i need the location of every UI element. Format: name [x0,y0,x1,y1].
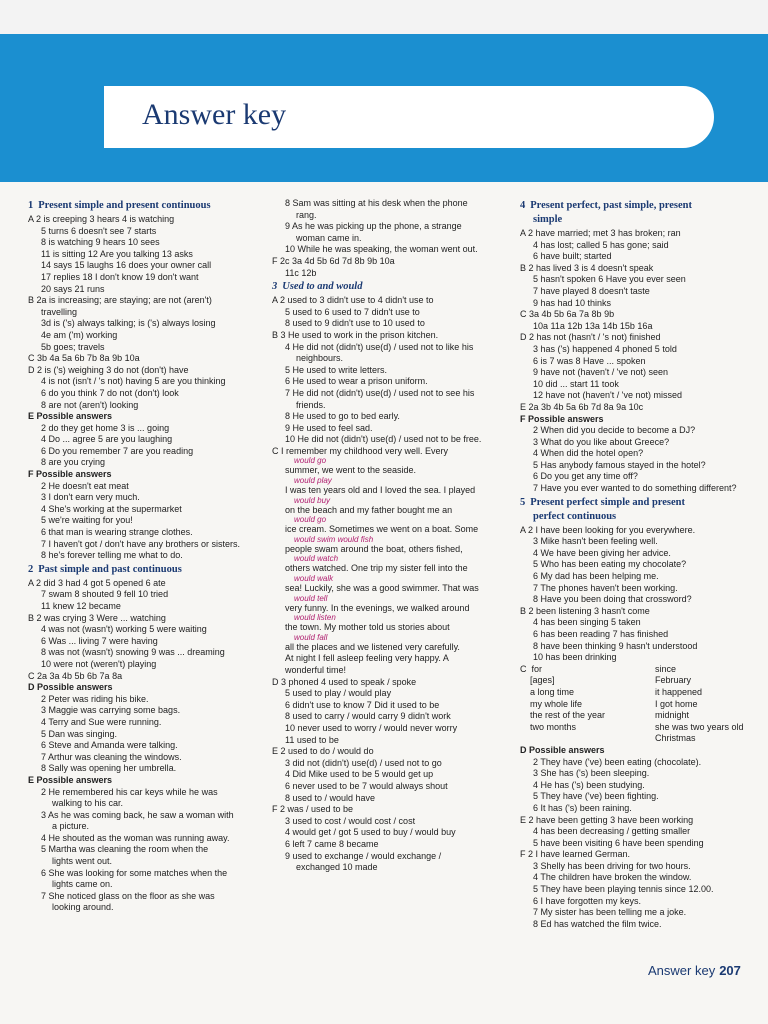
answer-line: 3 Mike hasn't been feeling well. [533,536,658,547]
answer-line: C 3a 4b 5b 6a 7a 8b 9b [520,309,615,320]
answer-line: all the places and we listened very carefully. [285,641,460,652]
answer-line: A 2 used to 3 didn't use to 4 didn't use to [272,295,434,306]
pair-right: midnight [655,710,690,721]
answer-line: 6 didn't use to know 7 Did it used to be [285,699,440,710]
answer-line: 6 Was ... living 7 were having [41,635,158,646]
answer-line: 8 Ed has watched the film twice. [533,918,662,929]
answer-line: 2 He doesn't eat meat [41,480,129,491]
answer-line: 4 would get / got 5 used to buy / would buy [285,827,456,838]
answer-line: B 2 has lived 3 is 4 doesn't speak [520,262,654,273]
section-title-text: Present simple and present continuous [38,200,211,211]
answer-line: 5 They have been playing tennis since 12.00. [533,884,714,895]
answer-line: ice cream. Sometimes we went on a boat. Some [285,524,479,535]
section-title [520,200,765,212]
answer-pair-row [520,722,765,734]
answer-line: F 2 I have learned German. [520,849,631,860]
answer-line: D 3 phoned 4 used to speak / spoke [272,676,417,687]
answer-line: 8 he's forever telling me what to do. [41,550,183,561]
answer-line: D Possible answers [28,682,113,693]
answer-line: 9 used to exchange / would exchange / [285,850,442,861]
handwritten-correction: would fall [294,632,328,642]
section-number: 5 [520,496,526,508]
answer-line: A 2 have married; met 3 has broken; ran [520,228,681,238]
answer-line: 4 Did Mike used to be 5 would get up [285,769,434,780]
answer-line: C I remember my childhood very well. Every [272,445,449,456]
answer-column-2 [272,198,510,874]
answer-line: 4 has been singing 5 taken [533,617,641,628]
answer-line: 7 Arthur was cleaning the windows. [41,751,182,762]
answer-line: 9 has had 10 thinks [533,297,612,308]
answer-line: F 2 was / used to be [272,804,354,815]
answer-line: A 2 I have been looking for you everywhere. [520,524,696,535]
answer-pair-row [520,664,765,676]
answer-line: D Possible answers [520,744,605,755]
answer-line: B 3 He used to work in the prison kitchen. [272,329,439,340]
answer-line: A 2 is creeping 3 hears 4 is watching [28,214,175,224]
answer-line: B 2 been listening 3 hasn't come [520,605,650,616]
answer-line: 8 Have you been doing that crossword? [533,594,692,605]
answer-line: 4 He shouted as the woman was running away. [41,832,230,843]
answer-line: 6 that man is wearing strange clothes. [41,527,193,538]
answer-pair-row [520,675,765,687]
section-title [272,281,510,293]
answer-line: 10 never used to worry / would never worry [285,722,458,733]
answer-line: A 2 did 3 had 4 got 5 opened 6 ate [28,577,166,588]
answer-line: 3d is ('s) always talking; is ('s) always losing [41,318,216,329]
answer-line: 9 As he was picking up the phone, a strange [285,221,462,232]
answer-line: 4 has been decreasing / getting smaller [533,826,691,837]
pair-left: my whole life [520,698,583,709]
answer-line: D 2 has not (hasn't / 's not) finished [520,332,661,343]
answer-line: 6 left 7 came 8 became [285,838,379,849]
answer-line: 8 He used to go to bed early. [285,411,400,422]
pair-right: it happened [655,686,703,697]
answer-line: 4 When did the hotel open? [533,448,644,459]
answer-line: 7 I haven't got / don't have any brothers or sisters. [41,538,241,549]
answer-line: C 2a 3a 4b 5b 6b 7a 8a [28,670,123,681]
answer-line: F Possible answers [520,413,604,424]
answer-line: 7 have played 8 doesn't taste [533,285,650,296]
answer-line: 5 turns 6 doesn't see 7 starts [41,225,157,236]
pair-left: two months [520,721,577,732]
handwritten-correction: would go [294,456,327,466]
answer-line: 5 Has anybody famous stayed in the hotel? [533,459,706,470]
answer-line: 6 My dad has been helping me. [533,571,659,582]
answer-line: exchanged 10 made [296,862,378,873]
answer-column-1 [28,198,270,914]
answer-line: 5 Who has been eating my chocolate? [533,559,687,570]
answer-line: 2 Peter was riding his bike. [41,693,149,704]
answer-line: summer, we went to the seaside. [285,465,417,476]
answer-line: B 2a is increasing; are staying; are not (aren't) [28,295,212,306]
pair-left: [ages] [520,675,555,686]
section-title-continued: simple [533,214,563,225]
answer-line: 3 Maggie was carrying some bags. [41,705,181,716]
answer-line: I was ten years old and I loved the sea. I played [285,485,476,496]
answer-line: 6 has been reading 7 has finished [533,629,669,639]
answer-line: 6 Do you get any time off? [533,471,638,482]
answer-line: 5 used to play / would play [285,688,392,699]
answer-line: 4 is not (isn't / 's not) having 5 are you thinking [41,376,226,387]
answer-line: 10 While he was speaking, the woman went out. [285,244,478,255]
answer-line: D 2 is ('s) weighing 3 do not (don't) have [28,364,189,375]
answer-line: 10 He did not (didn't) use(d) / used not to be free. [285,434,482,445]
answer-line: 6 never used to be 7 would always shout [285,780,448,791]
answer-line: people swam around the boat, others fished, [285,543,463,554]
answer-line: 8 are not (aren't) looking [41,399,139,410]
answer-line: 7 The phones haven't been working. [533,582,678,593]
answer-line: sea! Luckily, she was a good swimmer. That was [285,583,479,594]
answer-line: F Possible answers [28,469,112,480]
answer-line: 8 used to 9 didn't use to 10 used to [285,318,425,329]
answer-line: 5 have been visiting 6 have been spending [533,837,704,848]
handwritten-correction: would listen [294,613,336,623]
answer-line: lights came on. [52,879,113,890]
answer-line: 5 They have ('ve) been fighting. [533,791,659,802]
section-title-text: Present perfect, past simple, present [530,200,692,211]
answer-pair-row [520,699,765,711]
answer-line: 7 My sister has been telling me a joke. [533,907,687,918]
section-number: 2 [28,563,34,575]
answer-line: 6 It has ('s) been raining. [533,802,632,813]
answer-line: 7 Have you ever wanted to do something different? [533,483,737,494]
answer-line: 8 is watching 9 hears 10 sees [41,237,160,248]
answer-line: 3 She has ('s) been sleeping. [533,768,650,779]
answer-line: 10a 11a 12b 13a 14b 15b 16a [533,320,653,331]
handwritten-correction: would tell [294,593,328,603]
section-title-continued: perfect continuous [533,510,617,522]
answer-line: 3 has ('s) happened 4 phoned 5 told [533,343,677,354]
handwritten-correction: would swim would fish [294,534,374,544]
page-footer [648,963,741,978]
answer-line: 4 was not (wasn't) working 5 were waiting [41,624,207,635]
answer-line: 8 Sam was sitting at his desk when the phone [285,198,468,208]
answer-line: the town. My mother told us stories about [285,622,450,633]
handwritten-correction: would buy [294,495,331,505]
answer-line: 3 used to cost / would cost / cost [285,815,416,826]
answer-line: 2 He remembered his car keys while he was [41,786,218,797]
answer-line: B 2 was crying 3 Were ... watching [28,612,166,623]
section-title-text: Used to and would [282,281,363,293]
pair-right: February [655,675,692,686]
answer-line: 5 used to 6 used to 7 didn't use to [285,306,420,317]
answer-line: 5 He used to write letters. [285,364,388,375]
pair-left: a long time [520,686,575,697]
pair-left [520,733,655,745]
answer-line: 8 was not (wasn't) snowing 9 was ... dreaming [41,647,225,658]
answer-line: F 2c 3a 4d 5b 6d 7d 8b 9b 10a [272,255,395,266]
answer-line: 7 He did not (didn't) use(d) / used not to see his [285,387,475,398]
section-title [28,564,270,576]
answer-line: 12 have not (haven't / 've not) missed [533,390,683,401]
answer-line: 3 Shelly has been driving for two hours. [533,860,691,871]
answer-line: lights went out. [52,856,113,867]
pair-right: she was two years old [655,721,744,732]
answer-line: 9 He used to feel sad. [285,422,373,433]
answer-line: 3 I don't earn very much. [41,492,140,503]
pair-right: since [655,663,677,674]
answer-line: a picture. [52,821,90,832]
pair-right: I got home [655,698,698,709]
answer-line: travelling [41,306,78,317]
answer-line: looking around. [52,902,114,913]
answer-line: 4 Do ... agree 5 are you laughing [41,434,173,445]
answer-line: friends. [296,399,326,410]
answer-line: 4 Terry and Sue were running. [41,716,162,727]
section-title-text: Present perfect simple and present [530,496,686,508]
answer-line: 3 As he was coming back, he saw a woman with [41,809,234,820]
answer-line: C 3b 4a 5a 6b 7b 8a 9b 10a [28,353,140,364]
answer-line: 5 we're waiting for you! [41,515,133,526]
answer-line: walking to his car. [52,798,124,809]
answer-line: 10 has been drinking [533,652,617,663]
answer-line: 8 used to carry / would carry 9 didn't work [285,711,451,722]
answer-pair-row [520,687,765,699]
answer-line: 9 have not (haven't / 've not) seen [533,367,669,378]
answer-line: wonderful time! [285,665,347,675]
answer-line: 3 What do you like about Greece? [533,436,670,447]
answer-line: 7 She noticed glass on the floor as she was [41,890,215,901]
section-title-text: Past simple and past continuous [38,563,182,575]
answer-line: 8 have been thinking 9 hasn't understood [533,640,698,651]
answer-line: 2 do they get home 3 is ... going [41,422,170,433]
answer-line: 5 hasn't spoken 6 Have you ever seen [533,274,686,285]
section-title [28,200,270,212]
answer-line: 8 are you crying [41,457,106,468]
handwritten-correction: would play [294,476,332,486]
answer-line: 5b goes; travels [41,341,105,352]
answer-line: 8 used to / would have [285,792,376,803]
answer-line: 11c 12b [285,267,317,278]
answer-line: others watched. One trip my sister fell into the [285,563,468,574]
answer-line: 17 replies 18 I don't know 19 don't want [41,271,199,282]
answer-line: E 2a 3b 4b 5a 6b 7d 8a 9a 10c [520,401,644,412]
answer-line: E 2 have been getting 3 have been working [520,814,694,825]
answer-line: 6 Do you remember 7 are you reading [41,445,194,456]
answer-line: 6 do you think 7 do not (don't) look [41,387,179,398]
answer-line: E Possible answers [28,774,113,785]
section-number: 3 [272,281,278,293]
answer-line: 2 When did you decide to become a DJ? [533,425,696,436]
answer-line: 4 She's working at the supermarket [41,503,182,514]
pair-right: Christmas [655,733,696,744]
answer-pair-row [520,733,765,745]
page-top-margin [0,0,768,34]
answer-line: rang. [296,209,317,220]
section-number: 4 [520,200,526,211]
answer-line: 6 I have forgotten my keys. [533,895,642,906]
answer-line: 6 She was looking for some matches when the [41,867,228,878]
handwritten-correction: would watch [294,554,339,564]
answer-line: 6 Steve and Amanda were talking. [41,740,178,751]
answer-line: 4 The children have broken the window. [533,872,692,883]
handwritten-correction: would go [294,515,327,525]
answer-line: 11 used to be [285,734,339,745]
handwritten-correction: would walk [294,574,334,584]
answer-line: 11 is sitting 12 Are you talking 13 asks [41,248,193,259]
answer-line: neighbours. [296,353,344,364]
answer-line: 6 is 7 was 8 Have ... spoken [533,355,646,366]
answer-line: 10 did ... start 11 took [533,378,619,389]
answer-line: 5 Dan was singing. [41,728,118,739]
answer-line: 6 have built; started [533,251,612,262]
answer-column-3 [520,198,765,930]
page-number: 207 [719,963,741,978]
pair-left: the rest of the year [520,710,606,721]
section-title [520,497,765,509]
answer-line: 4 He has ('s) been studying. [533,779,645,790]
page-title: Answer key [142,98,287,131]
footer-label: Answer key [648,963,716,978]
answer-line: E 2 used to do / would do [272,746,374,757]
answer-line: very funny. In the evenings, we walked around [285,602,470,613]
answer-line: 14 says 15 laughs 16 does your owner call [41,260,212,271]
pair-left: C for [520,663,543,674]
answer-line: 11 knew 12 became [41,601,121,611]
answer-line: 4 has lost; called 5 has gone; said [533,239,669,250]
answer-line: 5 Martha was cleaning the room when the [41,844,209,855]
answer-line: on the beach and my father bought me an [285,504,453,515]
answer-line: 6 He used to wear a prison uniform. [285,376,428,387]
answer-line: woman came in. [296,232,362,243]
answer-line: 3 did not (didn't) use(d) / used not to go [285,757,442,768]
answer-line: 2 They have ('ve) been eating (chocolate). [533,756,702,767]
answer-pair-row [520,710,765,722]
answer-line: E Possible answers [28,411,113,422]
answer-line: 4 He did not (didn't) use(d) / used not to like his [285,341,474,352]
answer-line: At night I fell asleep feeling very happy. A [285,653,449,664]
answer-line: 4e am ('m) working [41,329,118,340]
answer-line: 20 says 21 runs [41,283,105,294]
answer-line: 7 swam 8 shouted 9 fell 10 tried [41,589,169,600]
section-number: 1 [28,200,34,211]
answer-line: 8 Sally was opening her umbrella. [41,763,177,774]
answer-line: 10 were not (weren't) playing [41,658,157,669]
answer-line: 4 We have been giving her advice. [533,547,671,558]
